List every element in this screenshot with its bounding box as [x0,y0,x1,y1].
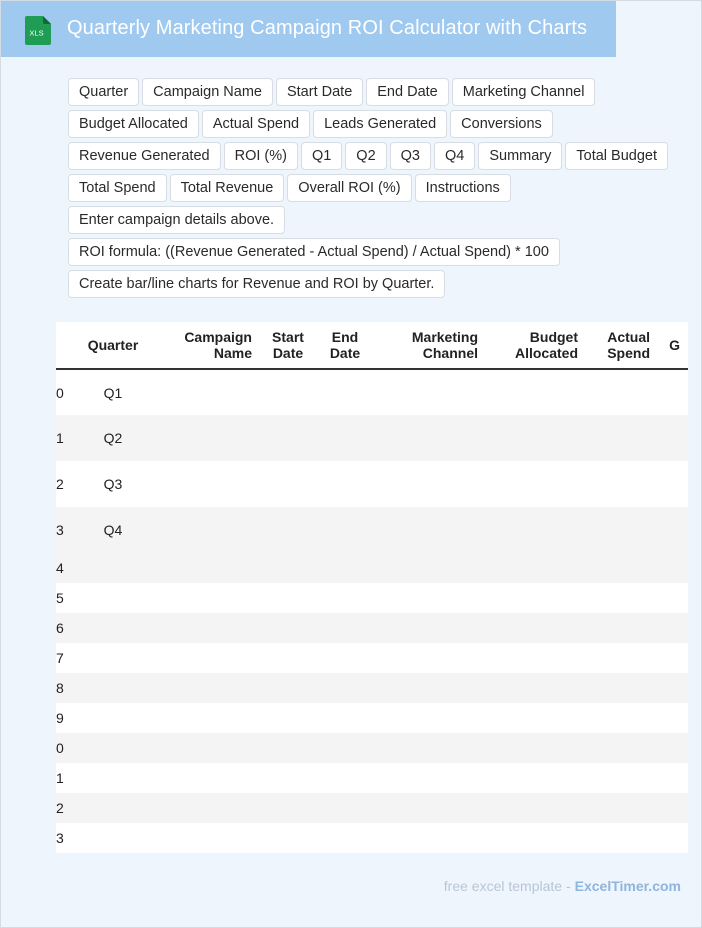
table-cell[interactable] [658,823,688,853]
row-index-cell[interactable]: 1 [56,415,76,461]
table-row [56,553,688,583]
table-cell[interactable] [150,763,260,793]
quarter-cell[interactable] [76,553,150,583]
table-cell[interactable] [486,643,586,673]
table-cell[interactable] [150,507,260,553]
table-cell[interactable] [486,733,586,763]
row-index-cell[interactable]: 6 [56,613,76,643]
table-cell[interactable] [150,369,260,415]
table-cell[interactable] [374,793,486,823]
table-cell[interactable] [260,763,316,793]
table-cell[interactable] [586,583,658,613]
table-cell[interactable] [150,415,260,461]
table-cell[interactable] [586,369,658,415]
table-cell[interactable] [150,461,260,507]
table-cell[interactable] [658,613,688,643]
quarter-cell[interactable]: Q2 [76,415,150,461]
table-cell[interactable] [316,553,374,583]
table-cell[interactable] [586,507,658,553]
table-cell[interactable] [316,415,374,461]
quarter-cell[interactable] [76,703,150,733]
footer-brand-link[interactable]: ExcelTimer.com [574,878,681,894]
chip-item[interactable]: Start Date [276,78,363,106]
table-cell[interactable] [316,507,374,553]
footer-credit [444,878,681,894]
table-cell[interactable] [150,613,260,643]
table-cell[interactable] [316,793,374,823]
table-row [56,823,688,853]
table-row [56,613,688,643]
row-index-cell[interactable]: 2 [56,793,76,823]
table-cell[interactable] [150,643,260,673]
table-row [56,793,688,823]
chip-item[interactable]: Q4 [434,142,475,170]
table-cell[interactable] [260,733,316,763]
table-cell[interactable] [374,369,486,415]
page-title: Quarterly Marketing Campaign ROI Calculator with Charts [67,17,588,39]
quarter-cell[interactable] [76,733,150,763]
table-row [56,703,688,733]
chip-item[interactable]: Campaign Name [142,78,273,106]
chip-item[interactable]: Leads Generated [313,110,447,138]
table-cell[interactable] [150,553,260,583]
table-cell[interactable] [316,369,374,415]
chip-item[interactable]: Revenue Generated [68,142,221,170]
quarter-cell[interactable]: Q4 [76,507,150,553]
table-cell[interactable] [260,507,316,553]
table-cell[interactable] [260,823,316,853]
table-cell[interactable] [374,583,486,613]
column-header: Start Date [260,322,316,369]
table-cell[interactable] [586,733,658,763]
table-cell[interactable] [316,643,374,673]
table-cell[interactable] [658,415,688,461]
table-cell[interactable] [374,763,486,793]
row-index-cell[interactable]: 0 [56,369,76,415]
table-cell[interactable] [260,415,316,461]
chip-item[interactable]: Total Revenue [170,174,285,202]
table-cell[interactable] [658,793,688,823]
table-cell[interactable] [586,763,658,793]
chip-item[interactable]: ROI (%) [224,142,298,170]
table-cell[interactable] [374,703,486,733]
row-index-cell[interactable]: 0 [56,733,76,763]
chip-item[interactable]: ROI formula: ((Revenue Generated - Actual Spend) / Actual Spend) * 100 [68,238,560,266]
chip-item[interactable]: End Date [366,78,448,106]
table-cell[interactable] [374,507,486,553]
chip-item[interactable]: Marketing Channel [452,78,596,106]
table-cell[interactable] [260,643,316,673]
table-cell[interactable] [486,461,586,507]
footer-text: free excel template - [443,878,571,894]
column-header: G [658,322,688,369]
chip-item[interactable]: Total Budget [565,142,668,170]
excel-xls-icon [24,16,51,45]
row-index-cell[interactable]: 9 [56,703,76,733]
table-cell[interactable] [658,703,688,733]
table-cell[interactable] [260,583,316,613]
table-cell[interactable] [260,793,316,823]
table-cell[interactable] [586,643,658,673]
table-cell[interactable] [374,823,486,853]
row-index-cell[interactable]: 2 [56,461,76,507]
table-cell[interactable] [150,823,260,853]
quarter-cell[interactable] [76,793,150,823]
chip-item[interactable]: Enter campaign details above. [68,206,285,234]
quarter-cell[interactable]: Q3 [76,461,150,507]
table-row [56,461,688,507]
table-cell[interactable] [150,733,260,763]
quarter-cell[interactable] [76,583,150,613]
table-cell[interactable] [486,823,586,853]
table-cell[interactable] [260,553,316,583]
row-index-cell[interactable]: 3 [56,507,76,553]
table-cell[interactable] [486,613,586,643]
column-header: Marketing Channel [374,322,486,369]
table-cell[interactable] [374,613,486,643]
chip-item[interactable]: Q2 [345,142,386,170]
table-cell[interactable] [486,793,586,823]
table-cell[interactable] [486,703,586,733]
table-cell[interactable] [150,673,260,703]
quarter-cell[interactable] [76,613,150,643]
table-cell[interactable] [316,763,374,793]
table-cell[interactable] [486,415,586,461]
table-cell[interactable] [486,369,586,415]
table-cell[interactable] [316,673,374,703]
table-cell[interactable] [486,507,586,553]
table-cell[interactable] [260,369,316,415]
row-index-cell[interactable]: 5 [56,583,76,613]
table-cell[interactable] [150,583,260,613]
row-index-cell[interactable]: 4 [56,553,76,583]
chip-item[interactable]: Q3 [390,142,431,170]
column-header: Actual Spend [586,322,658,369]
header-banner [1,1,616,57]
table-cell[interactable] [260,613,316,643]
table-cell[interactable] [260,703,316,733]
table-cell[interactable] [586,823,658,853]
chip-item[interactable]: Conversions [450,110,553,138]
table-cell[interactable] [316,733,374,763]
table-row [56,507,688,553]
table-cell[interactable] [316,703,374,733]
chip-item[interactable]: Create bar/line charts for Revenue and ROI by Quarter. [68,270,445,298]
table-row [56,673,688,703]
table-cell[interactable] [586,553,658,583]
table-row [56,643,688,673]
row-index-cell[interactable]: 7 [56,643,76,673]
table-cell[interactable] [486,763,586,793]
table-cell[interactable] [486,553,586,583]
quarter-cell[interactable]: Q1 [76,369,150,415]
column-header: End Date [316,322,374,369]
table-row [56,583,688,613]
table-cell[interactable] [586,613,658,643]
chip-item[interactable]: Total Spend [68,174,167,202]
table-cell[interactable] [658,461,688,507]
table-cell[interactable] [316,461,374,507]
svg-text:XLS: XLS [29,28,44,38]
table-cell[interactable] [374,673,486,703]
table-row [56,733,688,763]
chip-item[interactable]: Quarter [68,78,139,106]
table-cell[interactable] [586,415,658,461]
table-cell[interactable] [658,673,688,703]
chip-item[interactable]: Actual Spend [202,110,310,138]
quarter-cell[interactable] [76,763,150,793]
chip-item[interactable]: Q1 [301,142,342,170]
table-cell[interactable] [374,643,486,673]
table-cell[interactable] [150,703,260,733]
table-cell[interactable] [658,643,688,673]
row-index-cell[interactable]: 1 [56,763,76,793]
spreadsheet-table [56,322,680,853]
table-cell[interactable] [374,733,486,763]
table-cell[interactable] [260,673,316,703]
table-cell[interactable] [586,793,658,823]
table-row [56,369,688,415]
chip-item[interactable]: Instructions [415,174,511,202]
table-cell[interactable] [486,583,586,613]
column-header: Budget Allocated [486,322,586,369]
table-cell[interactable] [316,613,374,643]
column-header [56,322,76,369]
chip-item[interactable]: Summary [478,142,562,170]
table-cell[interactable] [658,583,688,613]
quarter-cell[interactable] [76,643,150,673]
table-cell[interactable] [374,553,486,583]
table-row [56,763,688,793]
table-cell[interactable] [374,461,486,507]
table-cell[interactable] [586,703,658,733]
row-index-cell[interactable]: 3 [56,823,76,853]
table-header-row [56,322,688,369]
table-cell[interactable] [658,507,688,553]
table-row [56,415,688,461]
table-cell[interactable] [150,793,260,823]
chip-item[interactable]: Budget Allocated [68,110,199,138]
row-index-cell[interactable]: 8 [56,673,76,703]
table-cell[interactable] [374,415,486,461]
field-chips [68,78,668,298]
table-cell[interactable] [586,673,658,703]
table-cell[interactable] [586,461,658,507]
table-cell[interactable] [316,823,374,853]
table-cell[interactable] [658,553,688,583]
table-cell[interactable] [658,763,688,793]
table-cell[interactable] [486,673,586,703]
table-cell[interactable] [658,733,688,763]
quarter-cell[interactable] [76,673,150,703]
table-cell[interactable] [658,369,688,415]
table-cell[interactable] [260,461,316,507]
column-header: Quarter [76,322,150,369]
chip-item[interactable]: Overall ROI (%) [287,174,411,202]
table-cell[interactable] [316,583,374,613]
column-header: Campaign Name [150,322,260,369]
quarter-cell[interactable] [76,823,150,853]
